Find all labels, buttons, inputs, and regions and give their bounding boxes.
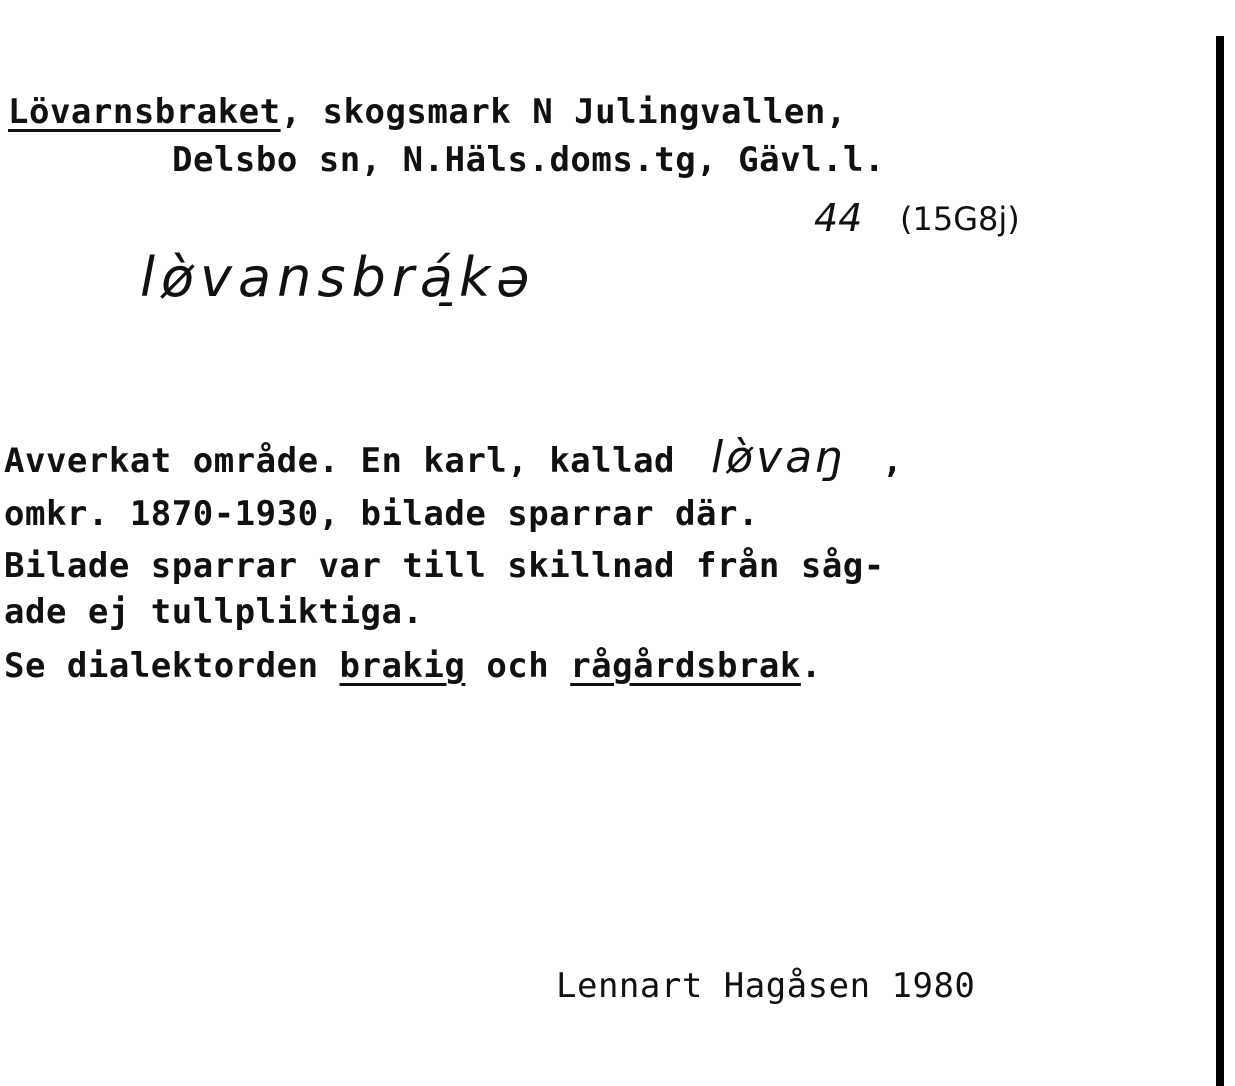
map-ref-code: (15G8j) (900, 200, 1020, 238)
signature: Lennart Hagåsen 1980 (556, 966, 976, 1006)
body-line-5-text: Se dialektorden (4, 646, 340, 686)
body-line-4: ade ej tullpliktiga. (4, 592, 424, 632)
body-line-1-comma: , (882, 441, 904, 481)
body-line-3: Bilade sparrar var till skillnad från såg- (4, 546, 885, 586)
header-line-1 (8, 92, 847, 132)
ref-ragardsbrak: rågårdsbrak (570, 646, 801, 686)
body-line-2: omkr. 1870-1930, bilade sparrar där. (4, 494, 759, 534)
body-line-1 (4, 432, 904, 483)
body-line-1-text: Avverkat område. En karl, kallad (4, 441, 676, 481)
body-line-5-mid: och (465, 646, 571, 686)
phonetic-transcription: lø̀vansbrá̠kə (140, 246, 536, 309)
header-location: , skogsmark N Julingvallen, (280, 92, 847, 132)
card-edge-line (1216, 36, 1224, 1086)
ref-brakig: brakig (339, 646, 466, 686)
map-ref-handwritten: 44 (814, 196, 863, 240)
body-line-5-end: . (800, 646, 822, 686)
headword: Lövarnsbraket (8, 92, 281, 132)
header-line-2: Delsbo sn, N.Häls.doms.tg, Gävl.l. (172, 140, 885, 180)
nickname-phonetic: lø̀vaŋ (711, 432, 847, 483)
body-line-5 (4, 646, 822, 686)
